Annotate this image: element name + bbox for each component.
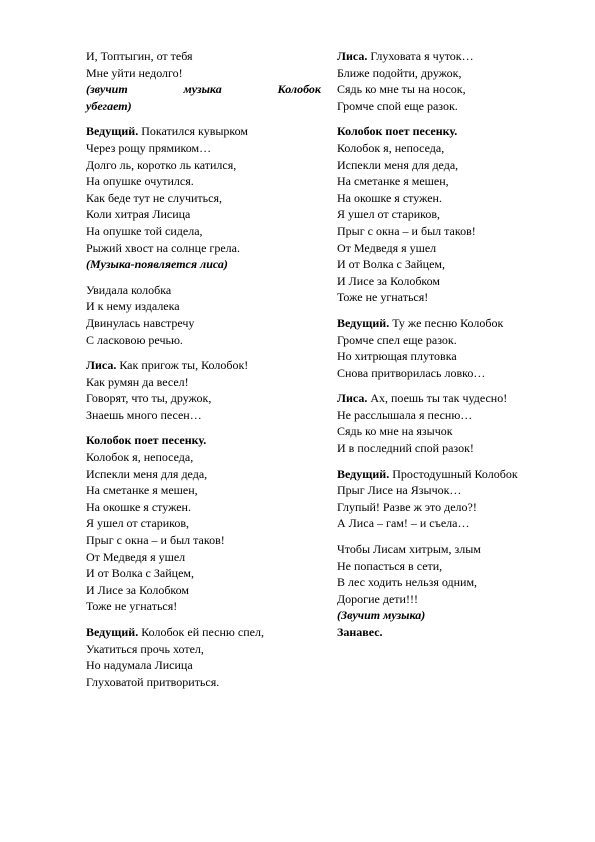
text-line: И, Топтыгин, от тебя — [86, 49, 193, 63]
speaker-text: Ту же песню Колобок — [389, 315, 504, 330]
text-line: И от Волка с Зайцем, — [86, 566, 194, 581]
text-line: Но надумала Лисица — [86, 658, 193, 673]
text-line: Долго ль, коротко ль катился, — [86, 157, 237, 172]
text-line: Снова притворилась ловко… — [337, 365, 486, 380]
text-line: На опушке той сидела, — [86, 223, 203, 238]
text-line: И Лисе за Колобком — [337, 273, 441, 288]
stage-direction-word: Колобок — [277, 82, 321, 97]
speaker-name: Лиса. — [337, 391, 368, 406]
text-line: И в последний спой разок! — [337, 441, 474, 456]
speaker-text: Простодушный Колобок — [389, 466, 518, 481]
stage-direction-word: музыка — [183, 82, 222, 97]
left-column — [86, 48, 321, 690]
stage-direction-word: (звучит — [86, 82, 128, 97]
text-line: На сметанке я мешен, — [337, 174, 449, 189]
section-heading: Колобок поет песенку. — [337, 124, 458, 139]
speaker-text: Покатился кувырком — [138, 124, 249, 139]
speaker-line — [86, 357, 321, 374]
text-line: Колобок я, непоседа, — [86, 450, 194, 465]
text-line: Сядь ко мне на язычок — [337, 424, 453, 439]
text-line: От Медведя я ушел — [86, 549, 186, 564]
text-line: Я ушел от стариков, — [86, 516, 189, 531]
text-line: Тоже не угнаться! — [337, 290, 429, 305]
stage-direction — [86, 81, 321, 98]
speaker-name: Лиса. — [337, 49, 368, 63]
text-line: Громче спой еще разок. — [337, 98, 458, 113]
text-line: Но хитрющая плутовка — [337, 349, 457, 364]
text-line: Испекли меня для деда, — [86, 466, 208, 481]
text-line: На опушке очутился. — [86, 174, 194, 189]
speaker-text: Колобок ей песню спел, — [138, 625, 264, 639]
text-line: Знаешь много песен… — [86, 407, 202, 422]
text-line: Укатиться прочь хотел, — [86, 641, 204, 656]
speaker-name: Ведущий. — [337, 466, 390, 481]
speaker-line — [337, 48, 557, 65]
text-line: Дорогие дети!!! — [337, 591, 418, 606]
speaker-line — [337, 315, 557, 332]
text-line: Глуховатой притвориться. — [86, 674, 220, 689]
text-line: Прыг с окна – и был таков! — [86, 533, 225, 548]
text-line: Увидала колобка — [86, 282, 172, 297]
text-line: Сядь ко мне ты на носок, — [337, 82, 466, 97]
text-line: Испекли меня для деда, — [337, 157, 459, 172]
text-line: Ближе подойти, дружок, — [337, 65, 462, 80]
speaker-line — [86, 123, 321, 140]
curtain-label: Занавес. — [337, 625, 383, 639]
speaker-text: Ах, поешь ты так чудесно! — [367, 391, 508, 406]
text-line: На окошке я стужен. — [86, 499, 191, 514]
text-line: Не расслышала я песню… — [337, 407, 473, 422]
speaker-text: Как пригож ты, Колобок! — [116, 358, 249, 373]
text-line: Тоже не угнаться! — [86, 599, 178, 614]
text-line: Рыжий хвост на солнце грела. — [86, 240, 240, 255]
stage-direction: (Музыка-появляется лиса) — [86, 257, 228, 272]
text-line: На сметанке я мешен, — [86, 483, 198, 498]
text-line: И к нему издалека — [86, 299, 180, 314]
text-line: В лес ходить нельзя одним, — [337, 575, 478, 590]
text-line: С ласковою речью. — [86, 332, 183, 347]
text-line: Коли хитрая Лисица — [86, 207, 191, 222]
text-line: На окошке я стужен. — [337, 190, 442, 205]
text-line: Глупый! Разве ж это дело?! — [337, 499, 477, 514]
text-line: Я ушел от стариков, — [337, 207, 440, 222]
text-line: А Лиса – гам! – и съела… — [337, 516, 470, 531]
stage-direction: (Звучит музыка) — [337, 608, 426, 623]
stage-direction: убегает) — [86, 98, 132, 113]
text-line: Прыг с окна – и был таков! — [337, 223, 476, 238]
text-line: От Медведя я ушел — [337, 240, 437, 255]
section-heading: Колобок поет песенку. — [86, 433, 207, 448]
text-line: Как беде тут не случиться, — [86, 190, 222, 205]
text-line: Говорят, что ты, дружок, — [86, 391, 212, 406]
text-line: Чтобы Лисам хитрым, злым — [337, 542, 481, 557]
speaker-line — [337, 390, 557, 407]
speaker-text: Глуховата я чуток… — [367, 49, 474, 63]
speaker-line — [337, 466, 557, 483]
text-line: Колобок я, непоседа, — [337, 140, 445, 155]
text-line: Не попасться в сети, — [337, 558, 443, 573]
text-line: Двинулась навстречу — [86, 315, 195, 330]
text-line: И от Волка с Зайцем, — [337, 257, 445, 272]
speaker-name: Ведущий. — [86, 124, 139, 139]
right-column — [337, 48, 557, 641]
text-line: Громче спел еще разок. — [337, 332, 457, 347]
text-line: Через рощу прямиком… — [86, 140, 212, 155]
text-line: Прыг Лисе на Язычок… — [337, 483, 462, 498]
text-line: Как румян да весел! — [86, 374, 189, 389]
speaker-name: Лиса. — [86, 358, 117, 373]
speaker-name: Ведущий. — [86, 625, 139, 639]
text-line: И Лисе за Колобком — [86, 582, 190, 597]
text-line: Мне уйти недолго! — [86, 65, 183, 80]
speaker-line — [86, 624, 321, 641]
speaker-name: Ведущий. — [337, 315, 390, 330]
